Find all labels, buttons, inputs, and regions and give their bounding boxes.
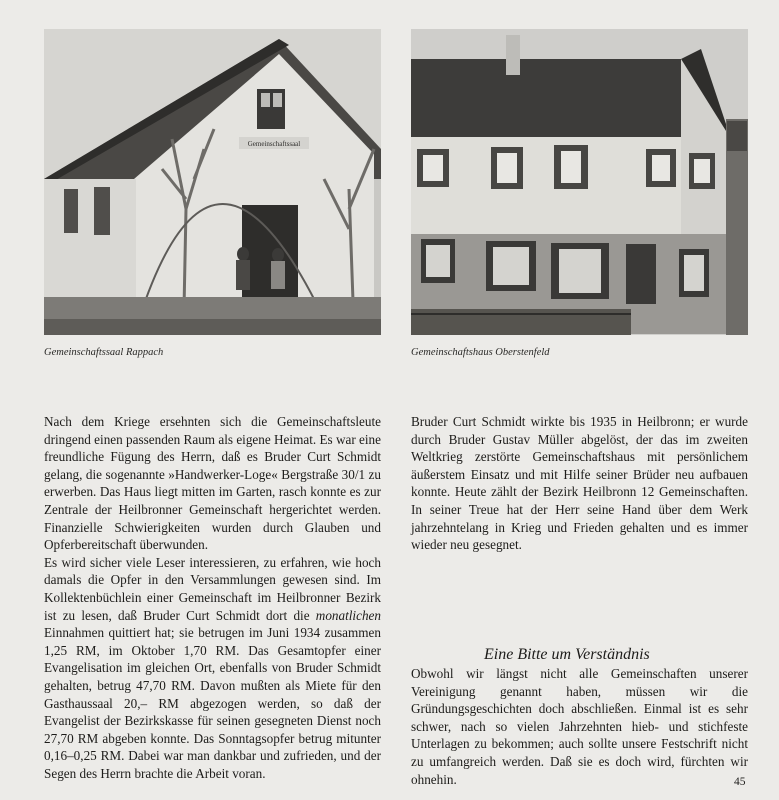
right-paragraph-2: Obwohl wir längst nicht alle Gemeinschaften unserer Vereinigung genannt haben, müssen wir die Gründungsgeschichten doch abschließen. Einmal ist es sehr schwer, nach so vielen Jahrzehnten hieb- und stichfeste Unterlagen zu bekommen; auch sollte unsere Festschrift nicht zu umfangreich werden. Daß sie es doch wird, fürchten wir ohnehin. <box>411 666 748 787</box>
left-paragraph-2-rest: Einnahmen quittiert hat; sie betrugen im Juni 1934 zusammen 1,25 RM, im Oktober 1,70 RM. Das Gesamtopfer einer Evangelisation im gleichen Ort, ebenfalls von Bruder Schmidt gehalten, betrug 47,70 RM. Davon mußten als Miete für den Gasthaussaal 20,– RM abgezogen werden, so daß der Evangelist der Bezirkskasse für seinen gesegneten Dienst noch 27,70 RM abgeben konnte. Das Sonntagsopfer betrug mitunter 0,16–0,25 RM. Dabei war man dankbar und zufrieden, und der Segen des Herrn brachte die Arbeit voran. <box>44 625 381 781</box>
photo-gemeinschaftshaus-oberstenfeld <box>411 29 748 335</box>
right-text-column <box>411 413 748 554</box>
left-paragraph-2 <box>44 554 381 783</box>
left-text-column <box>44 413 381 782</box>
right-text-column-2 <box>411 665 748 788</box>
caption-right: Gemeinschaftshaus Oberstenfeld <box>411 347 550 358</box>
caption-left: Gemeinschaftssaal Rappach <box>44 347 164 358</box>
hall-sign: Gemeinschaftssaal <box>247 140 301 148</box>
italic-monatlichen: monatlichen <box>315 607 381 623</box>
section-heading: Eine Bitte um Verständnis <box>484 646 650 663</box>
photo-gemeinschaftssaal-rappach <box>44 29 381 335</box>
page-number: 45 <box>734 776 746 788</box>
house-photo-illustration <box>411 29 748 335</box>
left-paragraph-1: Nach dem Kriege ersehnten sich die Gemeinschaftsleute dringend einen passenden Raum als eigene Heimat. Es war eine freundliche Fügung des Herrn, daß es Bruder Curt Schmidt gelang, die sogenannte »Handwerker-Loge« Bergstraße 30/1 zu erwerben. Das Haus liegt mitten im Garten, rasch konnte es zur Zentrale der Heilbronner Gemeinschaft hergerichtet werden. Finanzielle Schwierigkeiten wurden durch Glauben und Opferbereitschaft überwunden. <box>44 414 381 553</box>
left-paragraph-2-text: Es wird sicher viele Leser interessieren, zu erfahren, wie hoch damals die Opfer in den Versammlungen gewesen sind. Im Kollektenbüchlein einer Gemeinschaft im Heilbronner Bezirk ist zu lesen, daß Bruder Curt Schmidt dort die <box>44 554 381 623</box>
hall-photo-illustration <box>44 29 381 335</box>
right-paragraph-1: Bruder Curt Schmidt wirkte bis 1935 in Heilbronn; er wurde durch Bruder Gustav Müller abgelöst, der das im zweiten Weltkrieg zerstörte Gemeinschaftshaus mit persönlichem äußerstem Einsatz und mit Hilfe seiner Brüder neu aufbauen konnte. Heute zählt der Bezirk Heilbronn 12 Gemeinschaften. In seiner Treue hat der Herr seine Hand über dem Werk jahrzehntelang in Krieg und Frieden gehalten und es immer wieder neu gesegnet. <box>411 414 748 553</box>
